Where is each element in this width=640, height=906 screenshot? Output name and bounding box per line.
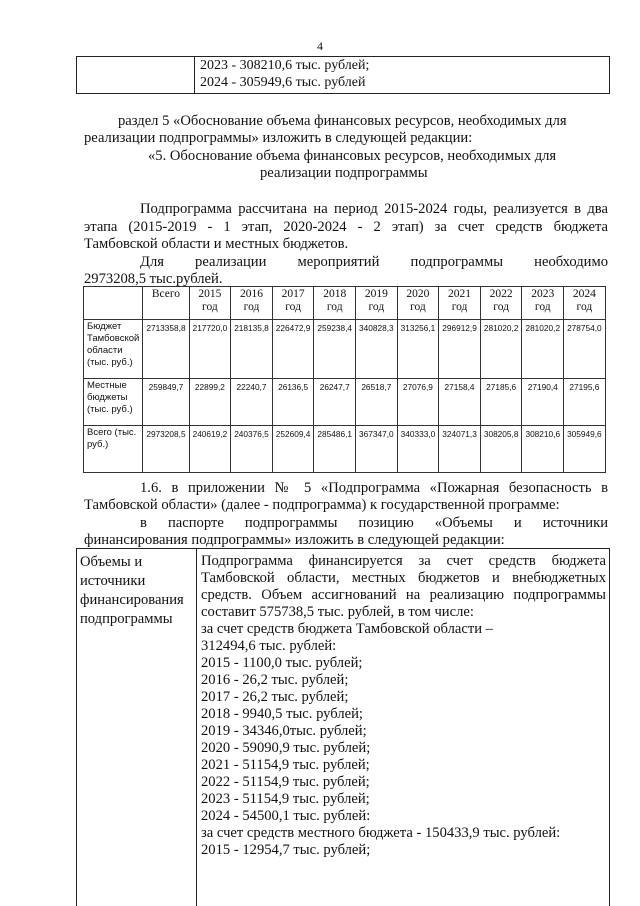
paragraph-section5-line2: реализации подпрограммы» изложить в следующей редакции: bbox=[84, 130, 473, 146]
table-row-local-budgets bbox=[84, 379, 606, 426]
paragraph-appendix-line2: Тамбовской области» (далее - подпрограмма) к государственной программе: bbox=[84, 497, 560, 513]
paragraph-period-line1: Подпрограмма рассчитана на период 2015-2024 годы, реализуется в два bbox=[140, 201, 608, 217]
passport-line: 2015 - 1100,0 тыс. рублей; bbox=[201, 655, 363, 671]
table-cell: 285486,1 bbox=[314, 426, 356, 473]
passport-line: Тамбовской области, местных бюджетов и внебюджетных bbox=[201, 570, 606, 586]
table-cell: 240376,5 bbox=[231, 426, 273, 473]
table-row-regional-budget bbox=[84, 320, 606, 379]
section-heading-line2: реализации подпрограммы bbox=[260, 165, 428, 181]
passport-line: 312494,6 тыс. рублей: bbox=[201, 638, 337, 654]
passport-funding-text bbox=[201, 553, 606, 859]
passport-line: 2024 - 54500,1 тыс. рублей: bbox=[201, 808, 371, 824]
table-cell: 22240,7 bbox=[231, 379, 273, 426]
row-label: Бюджет Тамбовской области (тыс. руб.) bbox=[84, 320, 143, 379]
table-cell: 340828,3 bbox=[356, 320, 398, 379]
table-header-cell: 2022 год bbox=[480, 287, 522, 320]
table-cell: 27185,6 bbox=[480, 379, 522, 426]
table-cell: 217720,0 bbox=[189, 320, 231, 379]
paragraph-required-line2: 2973208,5 тыс.рублей. bbox=[84, 271, 223, 287]
row-label: Местные бюджеты (тыс. руб.) bbox=[84, 379, 143, 426]
table-cell: 26247,7 bbox=[314, 379, 356, 426]
table-divider bbox=[194, 57, 195, 93]
table-header-cell: 2024 год bbox=[564, 287, 606, 320]
table-cell: 226472,9 bbox=[272, 320, 314, 379]
table-header-cell: 2018 год bbox=[314, 287, 356, 320]
page-number: 4 bbox=[317, 39, 323, 53]
table-cell: 259849,7 bbox=[143, 379, 189, 426]
passport-line: 2022 - 51154,9 тыс. рублей; bbox=[201, 774, 370, 790]
funding-line-2023: 2023 - 308210,6 тыс. рублей; bbox=[200, 58, 370, 73]
passport-line: 2019 - 34346,0тыс. рублей; bbox=[201, 723, 367, 739]
table-cell: 26136,5 bbox=[272, 379, 314, 426]
section-heading-line1: «5. Обоснование объема финансовых ресурсов, необходимых для bbox=[148, 148, 557, 164]
table-cell: 27076,9 bbox=[397, 379, 439, 426]
passport-line: 2021 - 51154,9 тыс. рублей; bbox=[201, 757, 370, 773]
top-table-fragment bbox=[76, 56, 610, 94]
table-cell: 259238,4 bbox=[314, 320, 356, 379]
table-cell: 296912,9 bbox=[439, 320, 481, 379]
table-row-total bbox=[84, 426, 606, 473]
table-header-cell: Всего bbox=[143, 287, 189, 320]
table-header-row bbox=[84, 287, 606, 320]
table-header-cell: 2019 год bbox=[356, 287, 398, 320]
table-header-cell: 2016 год bbox=[231, 287, 273, 320]
table-header-cell: 2015 год bbox=[189, 287, 231, 320]
table-cell: 340333,0 bbox=[397, 426, 439, 473]
passport-line: за счет средств бюджета Тамбовской области – bbox=[201, 621, 493, 637]
table-header-cell bbox=[84, 287, 143, 320]
paragraph-appendix-line1: 1.6. в приложении № 5 «Подпрограмма «Пожарная безопасность в bbox=[140, 480, 608, 496]
finance-table bbox=[83, 286, 606, 473]
passport-line: 2016 - 26,2 тыс. рублей; bbox=[201, 672, 349, 688]
table-cell: 27195,6 bbox=[564, 379, 606, 426]
table-cell: 240619,2 bbox=[189, 426, 231, 473]
table-header-cell: 2023 год bbox=[522, 287, 564, 320]
table-cell: 281020,2 bbox=[480, 320, 522, 379]
passport-line: средств. Объем ассигнований на реализацию подпрограммы bbox=[201, 587, 606, 603]
paragraph-period-line2: этапа (2015-2019 - 1 этап, 2020-2024 - 2 этап) за счет средств бюджета bbox=[84, 219, 608, 235]
table-cell: 305949,6 bbox=[564, 426, 606, 473]
table-cell: 367347,0 bbox=[356, 426, 398, 473]
table-cell: 308205,8 bbox=[480, 426, 522, 473]
paragraph-appendix-line3: в паспорте подпрограммы позицию «Объемы и источники bbox=[140, 515, 608, 531]
table-cell: 252609,4 bbox=[272, 426, 314, 473]
passport-table bbox=[76, 548, 610, 906]
passport-line: 2018 - 9940,5 тыс. рублей; bbox=[201, 706, 363, 722]
table-cell: 308210,6 bbox=[522, 426, 564, 473]
funding-line-2024: 2024 - 305949,6 тыс. рублей bbox=[200, 75, 366, 90]
passport-line: 2015 - 12954,7 тыс. рублей; bbox=[201, 842, 371, 858]
passport-line: Подпрограмма финансируется за счет средств бюджета bbox=[201, 553, 606, 569]
paragraph-period-line3: Тамбовской области и местных бюджетов. bbox=[84, 236, 349, 252]
paragraph-required-line1: Для реализации мероприятий подпрограммы необходимо bbox=[140, 254, 608, 270]
table-cell: 218135,8 bbox=[231, 320, 273, 379]
passport-line: 2017 - 26,2 тыс. рублей; bbox=[201, 689, 349, 705]
row-label: Всего (тыс. руб.) bbox=[84, 426, 143, 473]
table-cell: 2973208,5 bbox=[143, 426, 189, 473]
table-cell: 281020,2 bbox=[522, 320, 564, 379]
table-header-cell: 2017 год bbox=[272, 287, 314, 320]
paragraph-section5-line1: раздел 5 «Обоснование объема финансовых ресурсов, необходимых для bbox=[118, 113, 567, 129]
table-header-cell: 2020 год bbox=[397, 287, 439, 320]
paragraph-appendix-line4: финансирования подпрограммы» изложить в следующей редакции: bbox=[84, 532, 505, 548]
passport-line: 2020 - 59090,9 тыс. рублей; bbox=[201, 740, 371, 756]
table-cell: 313256,1 bbox=[397, 320, 439, 379]
passport-line: 2023 - 51154,9 тыс. рублей; bbox=[201, 791, 370, 807]
table-cell: 2713358,8 bbox=[143, 320, 189, 379]
table-cell: 27158,4 bbox=[439, 379, 481, 426]
passport-position-label: Объемы и источники финансирования подпрограммы bbox=[80, 554, 184, 627]
table-cell: 27190,4 bbox=[522, 379, 564, 426]
table-cell: 26518,7 bbox=[356, 379, 398, 426]
passport-line: за счет средств местного бюджета - 150433,9 тыс. рублей: bbox=[201, 825, 561, 841]
table-cell: 324071,3 bbox=[439, 426, 481, 473]
passport-line: составит 575738,5 тыс. рублей, в том числе: bbox=[201, 604, 474, 620]
table-cell: 22899,2 bbox=[189, 379, 231, 426]
table-divider bbox=[196, 549, 197, 906]
table-header-cell: 2021 год bbox=[439, 287, 481, 320]
table-cell: 278754,0 bbox=[564, 320, 606, 379]
